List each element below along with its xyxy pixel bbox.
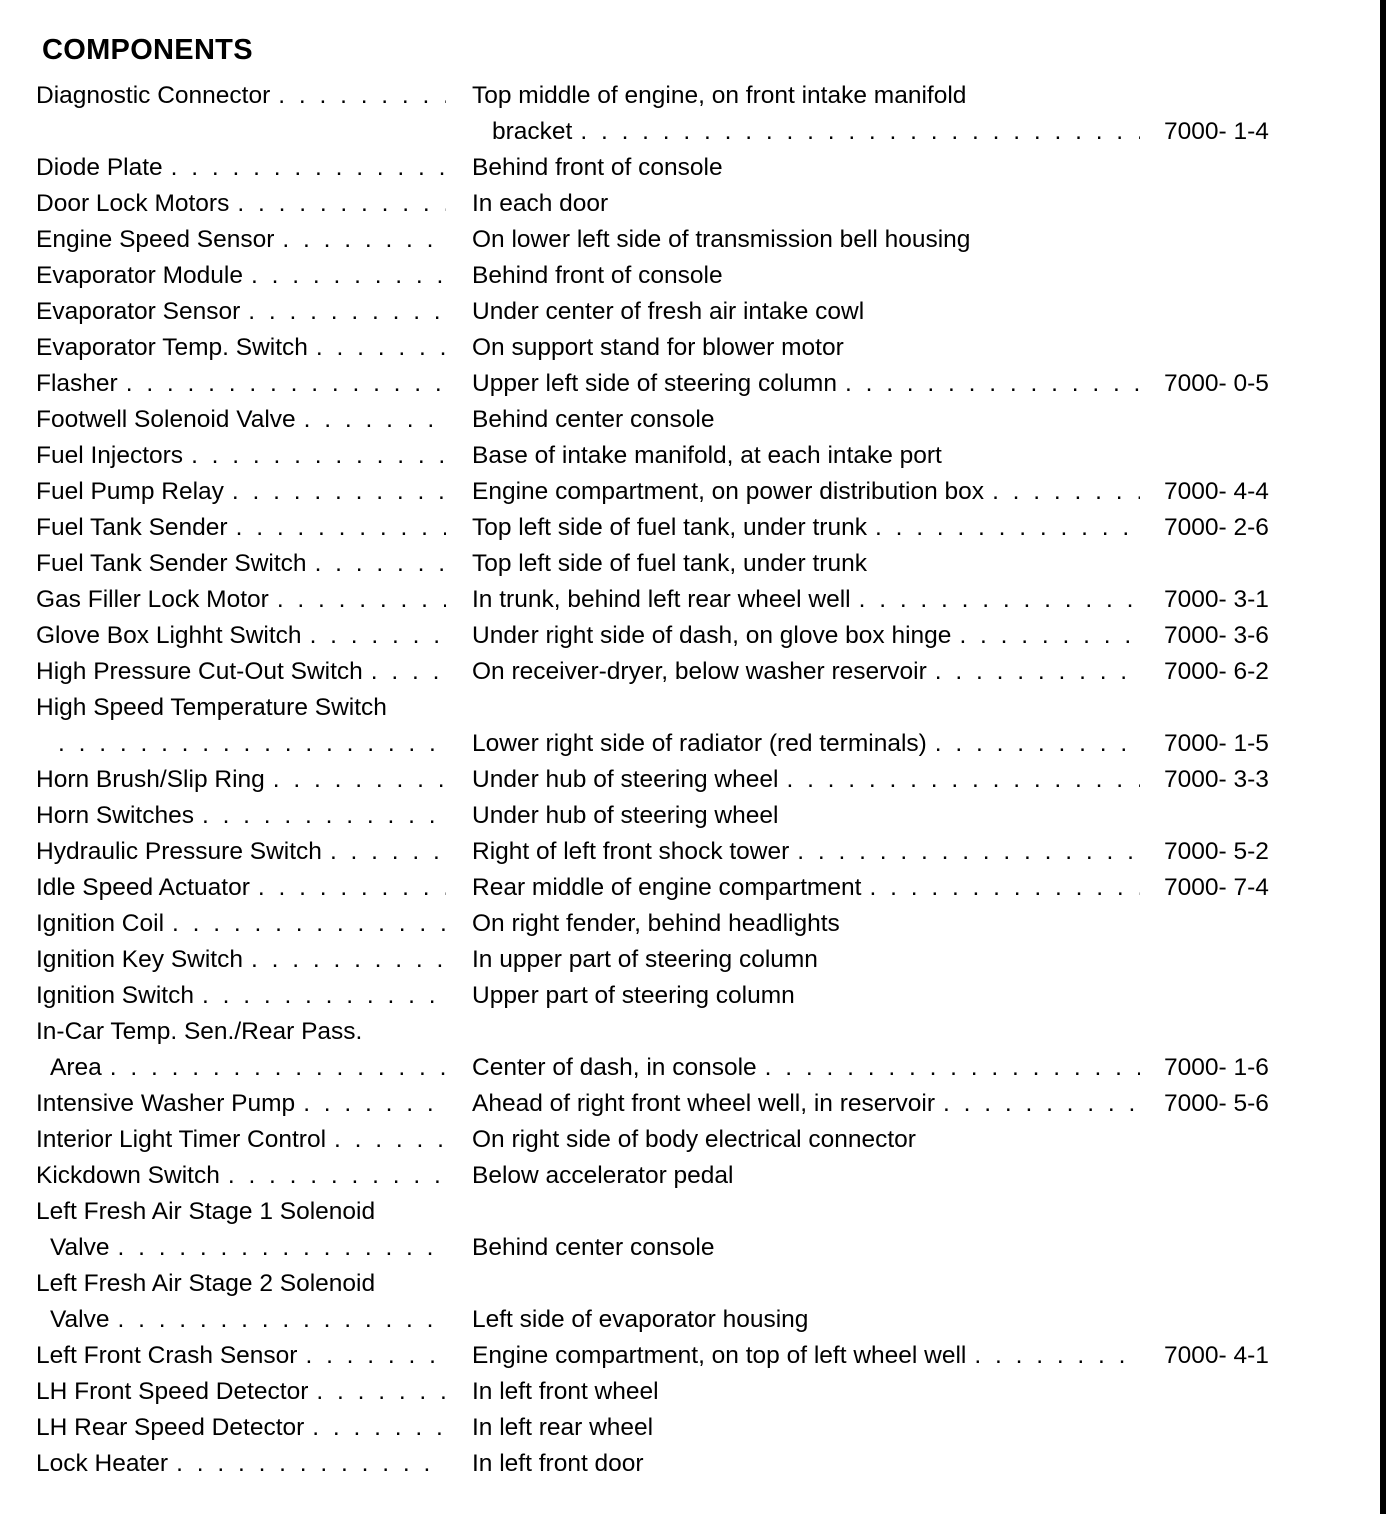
table-row [36, 1410, 1311, 1446]
dot-leader [363, 654, 446, 690]
location-text: In left rear wheel [472, 1414, 654, 1441]
page-title: COMPONENTS [42, 34, 253, 66]
component-name: Left Front Crash Sensor [36, 1342, 298, 1369]
dot-leader [966, 1338, 1140, 1374]
location-cell [472, 1122, 1140, 1158]
component-cell [36, 1446, 446, 1482]
reference-cell: 7000- 5-2 [1164, 838, 1269, 865]
dot-leader [183, 438, 446, 474]
component-cell [36, 1014, 446, 1050]
location-cell [472, 78, 1140, 114]
location-text: On receiver-dryer, below washer reservoir [472, 658, 927, 685]
component-name: Fuel Pump Relay [36, 478, 224, 505]
location-cell [472, 1050, 1140, 1086]
component-name: Engine Speed Sensor [36, 226, 275, 253]
table-row [36, 510, 1311, 546]
location-text: Behind front of console [472, 262, 723, 289]
location-text: In left front wheel [472, 1378, 659, 1405]
dot-leader [102, 1050, 446, 1086]
location-cell [472, 186, 1140, 222]
component-name: Fuel Tank Sender Switch [36, 550, 307, 577]
location-cell [472, 1230, 1140, 1266]
table-row [36, 294, 1311, 330]
dot-leader [927, 654, 1140, 690]
component-name: High Pressure Cut-Out Switch [36, 658, 363, 685]
location-text: Top left side of fuel tank, under trunk [472, 550, 867, 577]
component-name: Valve [50, 1306, 110, 1333]
table-row [36, 870, 1311, 906]
table-row [36, 798, 1311, 834]
location-text: Center of dash, in console [472, 1054, 757, 1081]
component-name: Flasher [36, 370, 118, 397]
reference-cell: 7000- 7-4 [1164, 874, 1269, 901]
component-cell [36, 366, 446, 402]
dot-leader [778, 762, 1140, 798]
component-cell [36, 1266, 446, 1302]
dot-leader [164, 906, 446, 942]
location-cell [472, 726, 1140, 762]
table-row [36, 1050, 1311, 1086]
location-text: Engine compartment, on power distribution box [472, 478, 985, 505]
dot-leader [927, 726, 1140, 762]
location-text: Ahead of right front wheel well, in reservoir [472, 1090, 935, 1117]
location-cell [472, 510, 1140, 546]
location-cell [472, 1374, 1140, 1410]
component-cell [36, 1122, 446, 1158]
location-text: On support stand for blower motor [472, 334, 844, 361]
location-text: Behind center console [472, 406, 715, 433]
dot-leader [295, 1086, 446, 1122]
dot-leader [757, 1050, 1140, 1086]
dot-leader [229, 186, 446, 222]
dot-leader [224, 474, 446, 510]
location-cell [472, 1086, 1140, 1122]
dot-leader [194, 798, 446, 834]
location-text: In upper part of steering column [472, 946, 818, 973]
location-cell [472, 906, 1140, 942]
component-name: In-Car Temp. Sen./Rear Pass. [36, 1018, 363, 1045]
component-cell [36, 330, 446, 366]
location-text: Under hub of steering wheel [472, 802, 779, 829]
dot-leader [109, 1302, 446, 1338]
component-name: High Speed Temperature Switch [36, 694, 387, 721]
reference-cell: 7000- 3-3 [1164, 766, 1269, 793]
component-name: Interior Light Timer Control [36, 1126, 327, 1153]
table-row [36, 1158, 1311, 1194]
location-cell [472, 402, 1140, 438]
dot-leader [243, 258, 446, 294]
component-cell [36, 1050, 446, 1086]
location-text: Engine compartment, on top of left wheel well [472, 1342, 967, 1369]
component-name: Fuel Tank Sender [36, 514, 228, 541]
component-cell [36, 978, 446, 1014]
table-row [36, 1266, 1311, 1302]
component-cell [36, 942, 446, 978]
location-cell [472, 222, 1140, 258]
component-name: LH Rear Speed Detector [36, 1414, 305, 1441]
component-cell [36, 834, 446, 870]
component-name: Fuel Injectors [36, 442, 184, 469]
location-text: Below accelerator pedal [472, 1162, 734, 1189]
table-row [36, 222, 1311, 258]
reference-cell: 7000- 3-1 [1164, 586, 1269, 613]
component-cell [36, 618, 446, 654]
component-cell [36, 546, 446, 582]
location-cell [472, 1158, 1140, 1194]
component-name: Left Fresh Air Stage 1 Solenoid [36, 1198, 376, 1225]
location-text: Lower right side of radiator (red terminals) [472, 730, 927, 757]
location-text: Under hub of steering wheel [472, 766, 779, 793]
location-cell [472, 294, 1140, 330]
dot-leader [163, 150, 446, 186]
component-cell [36, 906, 446, 942]
dot-leader [109, 1230, 446, 1266]
table-row [36, 1374, 1311, 1410]
component-name: Kickdown Switch [36, 1162, 220, 1189]
component-name: Left Fresh Air Stage 2 Solenoid [36, 1270, 376, 1297]
location-cell [472, 978, 1140, 1014]
dot-leader [308, 1374, 446, 1410]
table-row [36, 1338, 1311, 1374]
component-name: Evaporator Module [36, 262, 244, 289]
table-row [36, 618, 1311, 654]
reference-cell: 7000- 1-4 [1164, 118, 1269, 145]
reference-cell: 7000- 4-1 [1164, 1342, 1269, 1369]
component-name: Valve [50, 1234, 110, 1261]
dot-leader [118, 366, 446, 402]
component-name: Intensive Washer Pump [36, 1090, 296, 1117]
page-edge-rule [1380, 0, 1386, 1514]
reference-cell: 7000- 1-5 [1164, 730, 1269, 757]
dot-leader [302, 618, 446, 654]
component-cell [36, 438, 446, 474]
table-row [36, 1230, 1311, 1266]
location-cell [472, 654, 1140, 690]
table-row [36, 186, 1311, 222]
dot-leader [308, 330, 446, 366]
table-row [36, 1446, 1311, 1482]
table-row [36, 1194, 1311, 1230]
dot-leader [572, 114, 1140, 150]
component-cell [36, 402, 446, 438]
location-cell [472, 834, 1140, 870]
table-row [36, 78, 1311, 114]
dot-leader [851, 582, 1140, 618]
component-cell [36, 222, 446, 258]
table-row [36, 906, 1311, 942]
component-cell [36, 726, 446, 762]
component-cell [36, 654, 446, 690]
component-name: Footwell Solenoid Valve [36, 406, 296, 433]
table-row [36, 762, 1311, 798]
component-name: Horn Brush/Slip Ring [36, 766, 265, 793]
location-cell [472, 258, 1140, 294]
location-cell [472, 762, 1140, 798]
table-row [36, 546, 1311, 582]
location-text: bracket [492, 118, 573, 145]
location-text: On right side of body electrical connector [472, 1126, 916, 1153]
location-cell [472, 1338, 1140, 1374]
location-text: Base of intake manifold, at each intake port [472, 442, 942, 469]
location-cell [472, 1446, 1140, 1482]
reference-cell: 7000- 3-6 [1164, 622, 1269, 649]
component-cell [36, 798, 446, 834]
table-row [36, 438, 1311, 474]
component-name: Ignition Key Switch [36, 946, 243, 973]
dot-leader [789, 834, 1140, 870]
table-row [36, 654, 1311, 690]
dot-leader [168, 1446, 446, 1482]
location-cell [472, 546, 1140, 582]
dot-leader [307, 546, 446, 582]
component-name: Area [50, 1054, 102, 1081]
component-name: Ignition Coil [36, 910, 165, 937]
dot-leader [220, 1158, 446, 1194]
dot-leader [228, 510, 446, 546]
table-row [36, 1086, 1311, 1122]
dot-leader [243, 942, 446, 978]
component-cell [36, 762, 446, 798]
table-row [36, 1014, 1311, 1050]
component-cell [36, 1158, 446, 1194]
component-name: LH Front Speed Detector [36, 1378, 309, 1405]
component-cell [36, 78, 446, 114]
dot-leader [50, 726, 446, 762]
table-row [36, 690, 1311, 726]
location-text: On right fender, behind headlights [472, 910, 840, 937]
reference-cell: 7000- 6-2 [1164, 658, 1269, 685]
component-name: Horn Switches [36, 802, 194, 829]
table-row [36, 114, 1311, 150]
location-cell [472, 474, 1140, 510]
components-table [36, 78, 1311, 1482]
reference-cell: 7000- 0-5 [1164, 370, 1269, 397]
location-text: Under center of fresh air intake cowl [472, 298, 865, 325]
component-cell [36, 1374, 446, 1410]
dot-leader [269, 582, 446, 618]
location-cell [472, 798, 1140, 834]
component-name: Diode Plate [36, 154, 163, 181]
location-text: Behind front of console [472, 154, 723, 181]
location-text: On lower left side of transmission bell housing [472, 226, 971, 253]
location-cell [472, 114, 1140, 150]
location-text: Right of left front shock tower [472, 838, 790, 865]
component-cell [36, 1230, 446, 1266]
component-cell [36, 258, 446, 294]
location-cell [472, 330, 1140, 366]
component-cell [36, 1086, 446, 1122]
location-text: Under right side of dash, on glove box hinge [472, 622, 952, 649]
component-cell [36, 150, 446, 186]
reference-cell: 7000- 4-4 [1164, 478, 1269, 505]
location-text: In left front door [472, 1450, 644, 1477]
dot-leader [274, 222, 446, 258]
component-cell [36, 510, 446, 546]
component-name: Glove Box Lighht Switch [36, 622, 302, 649]
component-name: Idle Speed Actuator [36, 874, 250, 901]
dot-leader [270, 78, 446, 114]
component-name: Hydraulic Pressure Switch [36, 838, 322, 865]
component-cell [36, 1410, 446, 1446]
component-cell [36, 870, 446, 906]
location-text: In each door [472, 190, 609, 217]
location-cell [472, 942, 1140, 978]
component-cell [36, 690, 446, 726]
dot-leader [861, 870, 1140, 906]
location-text: In trunk, behind left rear wheel well [472, 586, 851, 613]
location-cell [472, 1410, 1140, 1446]
location-text: Rear middle of engine compartment [472, 874, 862, 901]
location-text: Top left side of fuel tank, under trunk [472, 514, 867, 541]
dot-leader [265, 762, 446, 798]
location-cell [472, 582, 1140, 618]
component-name: Door Lock Motors [36, 190, 230, 217]
component-name: Gas Filler Lock Motor [36, 586, 269, 613]
location-text: Upper left side of steering column [472, 370, 837, 397]
component-name: Ignition Switch [36, 982, 194, 1009]
dot-leader [194, 978, 446, 1014]
dot-leader [867, 510, 1140, 546]
location-cell [472, 438, 1140, 474]
reference-cell: 7000- 1-6 [1164, 1054, 1269, 1081]
component-cell [36, 474, 446, 510]
dot-leader [837, 366, 1140, 402]
dot-leader [296, 402, 446, 438]
dot-leader [951, 618, 1140, 654]
dot-leader [326, 1122, 446, 1158]
table-row [36, 834, 1311, 870]
location-cell [472, 366, 1140, 402]
dot-leader [250, 870, 446, 906]
table-row [36, 402, 1311, 438]
location-text: Upper part of steering column [472, 982, 795, 1009]
reference-cell: 7000- 5-6 [1164, 1090, 1269, 1117]
component-cell [36, 1338, 446, 1374]
location-text: Behind center console [472, 1234, 715, 1261]
table-row [36, 726, 1311, 762]
location-text: Top middle of engine, on front intake manifold [472, 82, 967, 109]
table-row [36, 474, 1311, 510]
component-cell [36, 186, 446, 222]
table-row [36, 150, 1311, 186]
dot-leader [297, 1338, 446, 1374]
dot-leader [322, 834, 446, 870]
table-row [36, 330, 1311, 366]
location-cell [472, 150, 1140, 186]
component-name: Lock Heater [36, 1450, 169, 1477]
component-name: Diagnostic Connector [36, 82, 271, 109]
dot-leader [304, 1410, 446, 1446]
table-row [36, 258, 1311, 294]
table-row [36, 1302, 1311, 1338]
location-text: Left side of evaporator housing [472, 1306, 809, 1333]
component-cell [36, 1194, 446, 1230]
component-name: Evaporator Temp. Switch [36, 334, 308, 361]
component-cell [36, 582, 446, 618]
location-cell [472, 1302, 1140, 1338]
table-row [36, 366, 1311, 402]
component-cell [36, 294, 446, 330]
table-row [36, 978, 1311, 1014]
component-cell [36, 1302, 446, 1338]
dot-leader [935, 1086, 1140, 1122]
component-name: Evaporator Sensor [36, 298, 241, 325]
reference-cell: 7000- 2-6 [1164, 514, 1269, 541]
location-cell [472, 618, 1140, 654]
dot-leader [240, 294, 446, 330]
table-row [36, 1122, 1311, 1158]
dot-leader [984, 474, 1140, 510]
table-row [36, 942, 1311, 978]
location-cell [472, 870, 1140, 906]
table-row [36, 582, 1311, 618]
